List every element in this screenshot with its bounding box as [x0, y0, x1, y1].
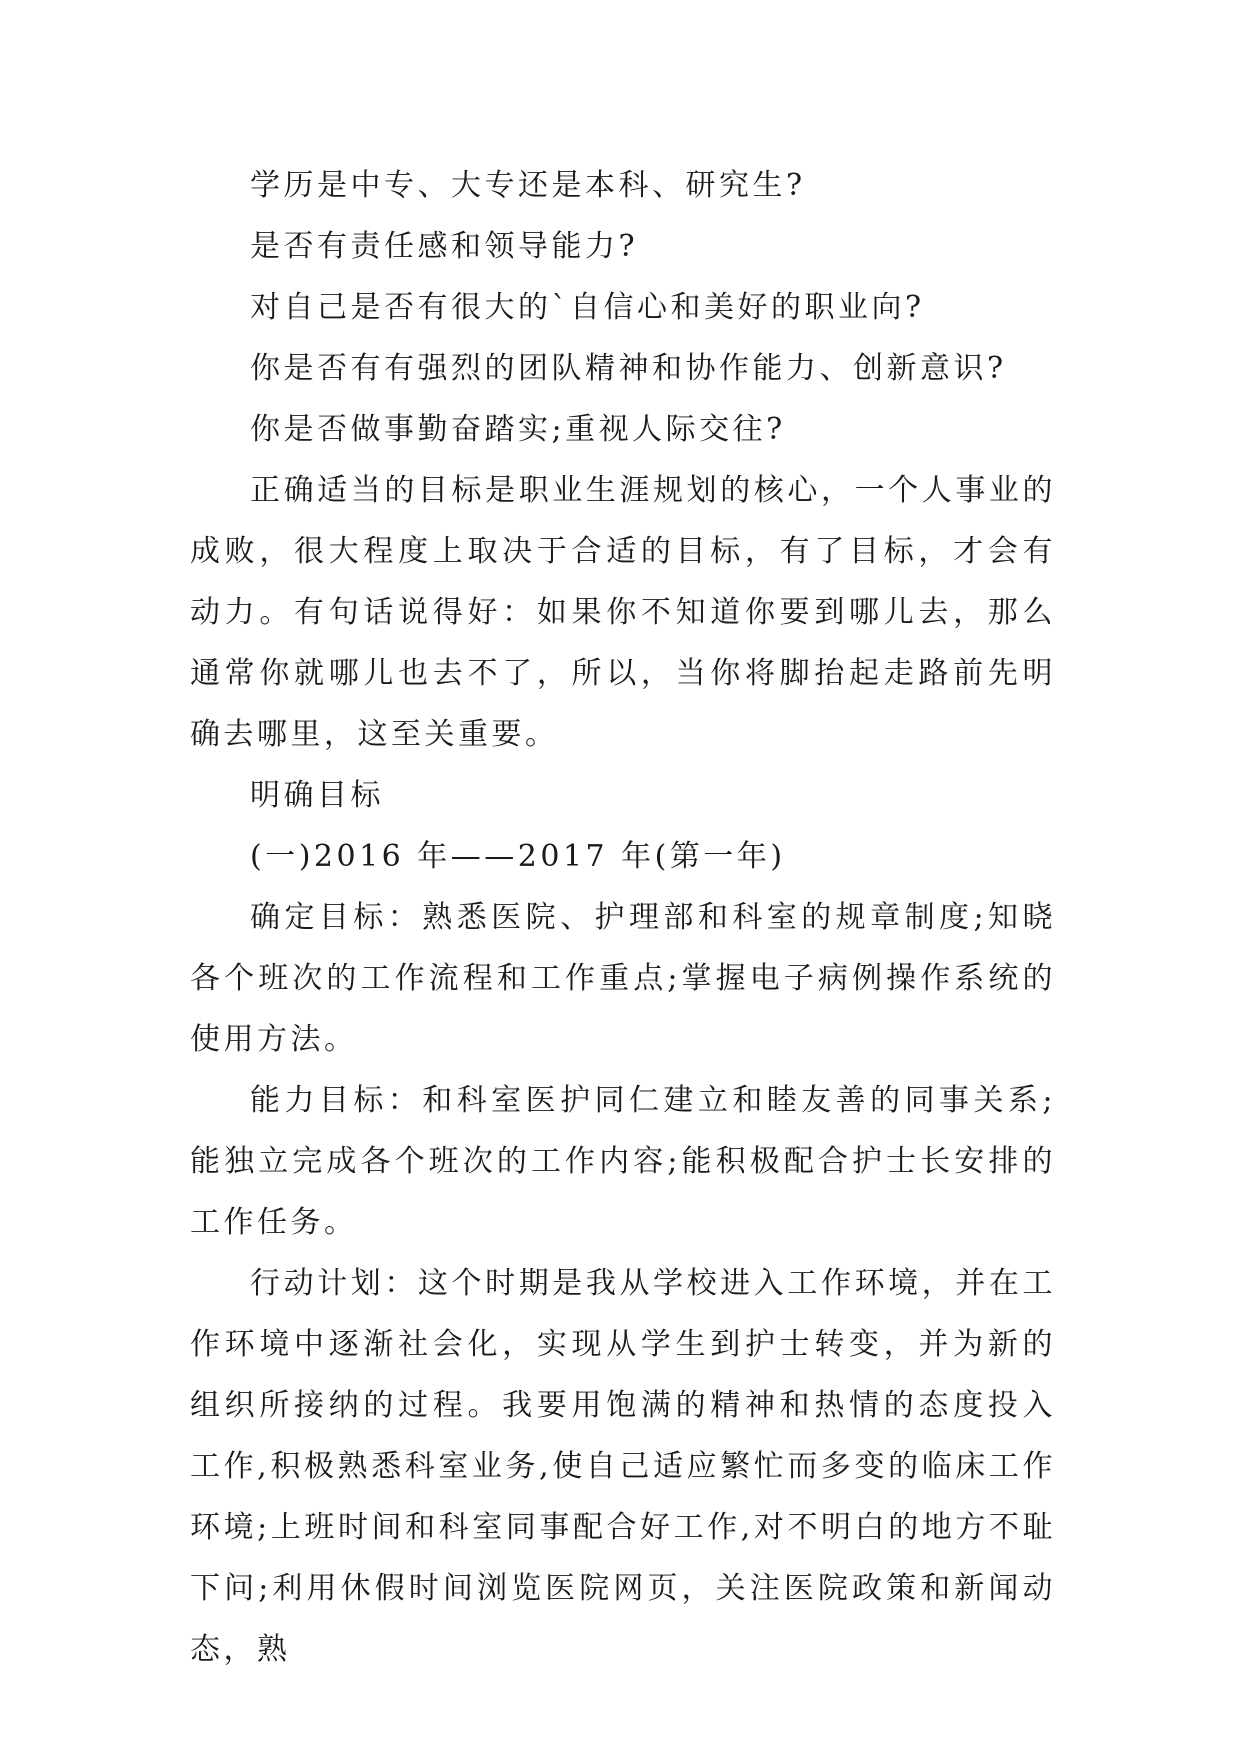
question-diligence: 你是否做事勤奋踏实;重视人际交往?	[250, 412, 786, 447]
paragraph-ability-goal: 能力目标：和科室医护同仁建立和睦友善的同事关系;能独立完成各个班次的工作内容;能积极配合护士长安排的工作任务。	[190, 1083, 1056, 1240]
question-responsibility: 是否有责任感和领导能力?	[250, 229, 639, 264]
paragraph-goal-importance: 正确适当的目标是职业生涯规划的核心，一个人事业的成败，很大程度上取决于合适的目标，有了目标，才会有动力。有句话说得好：如果你不知道你要到哪儿去，那么通常你就哪儿也去不了，所以，当你将脚抬起走路前先明确去哪里，这至关重要。	[190, 473, 1056, 752]
section-heading-clear-goals: 明确目标	[250, 778, 384, 813]
question-education: 学历是中专、大专还是本科、研究生?	[250, 168, 806, 203]
section-heading-first-year: (一)2016 年——2017 年(第一年)	[250, 839, 786, 874]
document-page	[190, 155, 1056, 1680]
paragraph-determine-goal: 确定目标：熟悉医院、护理部和科室的规章制度;知晓各个班次的工作流程和工作重点;掌握电子病例操作系统的使用方法。	[190, 900, 1056, 1057]
question-teamwork: 你是否有有强烈的团队精神和协作能力、创新意识?	[250, 351, 1007, 386]
question-confidence: 对自己是否有很大的`自信心和美好的职业向?	[250, 290, 925, 325]
paragraph-action-plan: 行动计划：这个时期是我从学校进入工作环境，并在工作环境中逐渐社会化，实现从学生到护士转变，并为新的组织所接纳的过程。我要用饱满的精神和热情的态度投入工作,积极熟悉科室业务,使自己适应繁忙而多变的临床工作环境;上班时间和科室同事配合好工作,对不明白的地方不耻下问;利用休假时间浏览医院网页，关注医院政策和新闻动态，熟	[190, 1266, 1056, 1667]
